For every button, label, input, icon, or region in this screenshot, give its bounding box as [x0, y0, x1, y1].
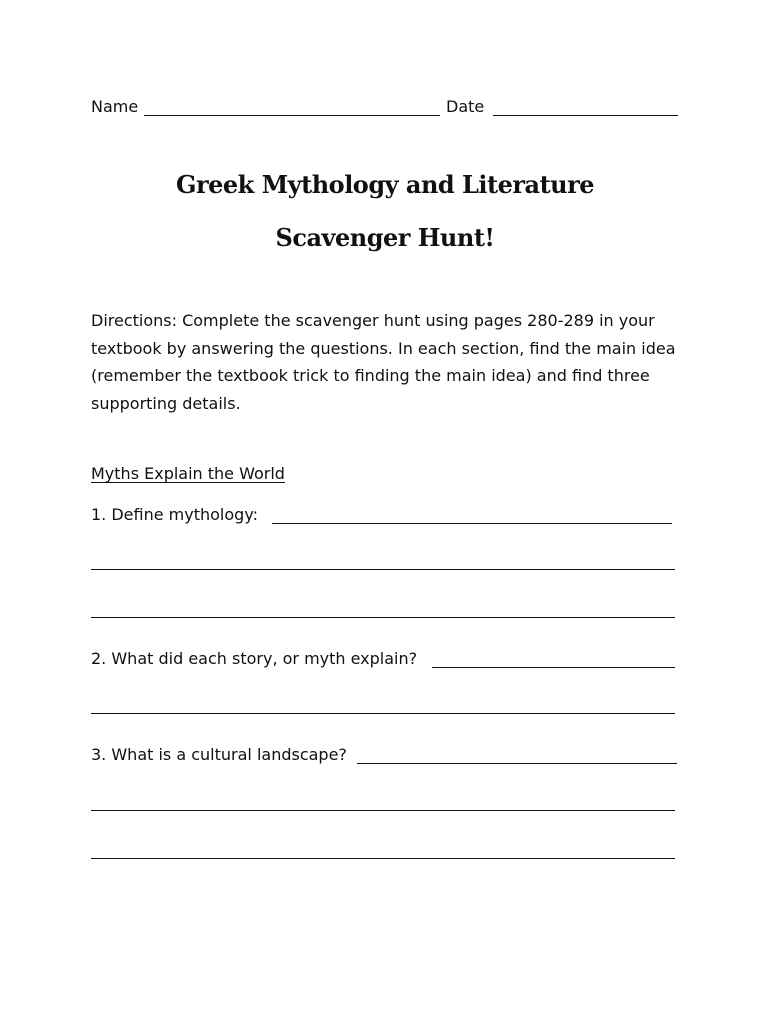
date-input-line[interactable] [493, 115, 678, 116]
question-3-prompt: 3. What is a cultural landscape? [91, 745, 347, 764]
question-3-answer-line-3[interactable] [91, 858, 675, 859]
question-2-prompt: 2. What did each story, or myth explain? [91, 649, 418, 668]
question-1-answer-line-2[interactable] [91, 569, 675, 570]
question-1-answer-line-3[interactable] [91, 617, 675, 618]
date-label: Date [446, 97, 485, 116]
question-3-answer-line-2[interactable] [91, 810, 675, 811]
worksheet-title-line2: Scavenger Hunt! [275, 223, 495, 252]
question-3-answer-line[interactable] [357, 763, 677, 764]
name-label: Name [91, 97, 139, 116]
directions-text: Directions: Complete the scavenger hunt using pages 280-289 in your textbook by answering the questions. In each section, find the main idea (remember the textbook trick to finding the main idea) and find three supporting details. [91, 311, 676, 413]
section-heading: Myths Explain the World [91, 464, 285, 483]
worksheet-title-line1: Greek Mythology and Literature [175, 170, 595, 199]
question-1-answer-line[interactable] [272, 523, 672, 524]
question-1-prompt: 1. Define mythology: [91, 505, 259, 524]
question-2-answer-line[interactable] [432, 667, 675, 668]
question-2-answer-line-2[interactable] [91, 713, 675, 714]
name-input-line[interactable] [144, 115, 440, 116]
